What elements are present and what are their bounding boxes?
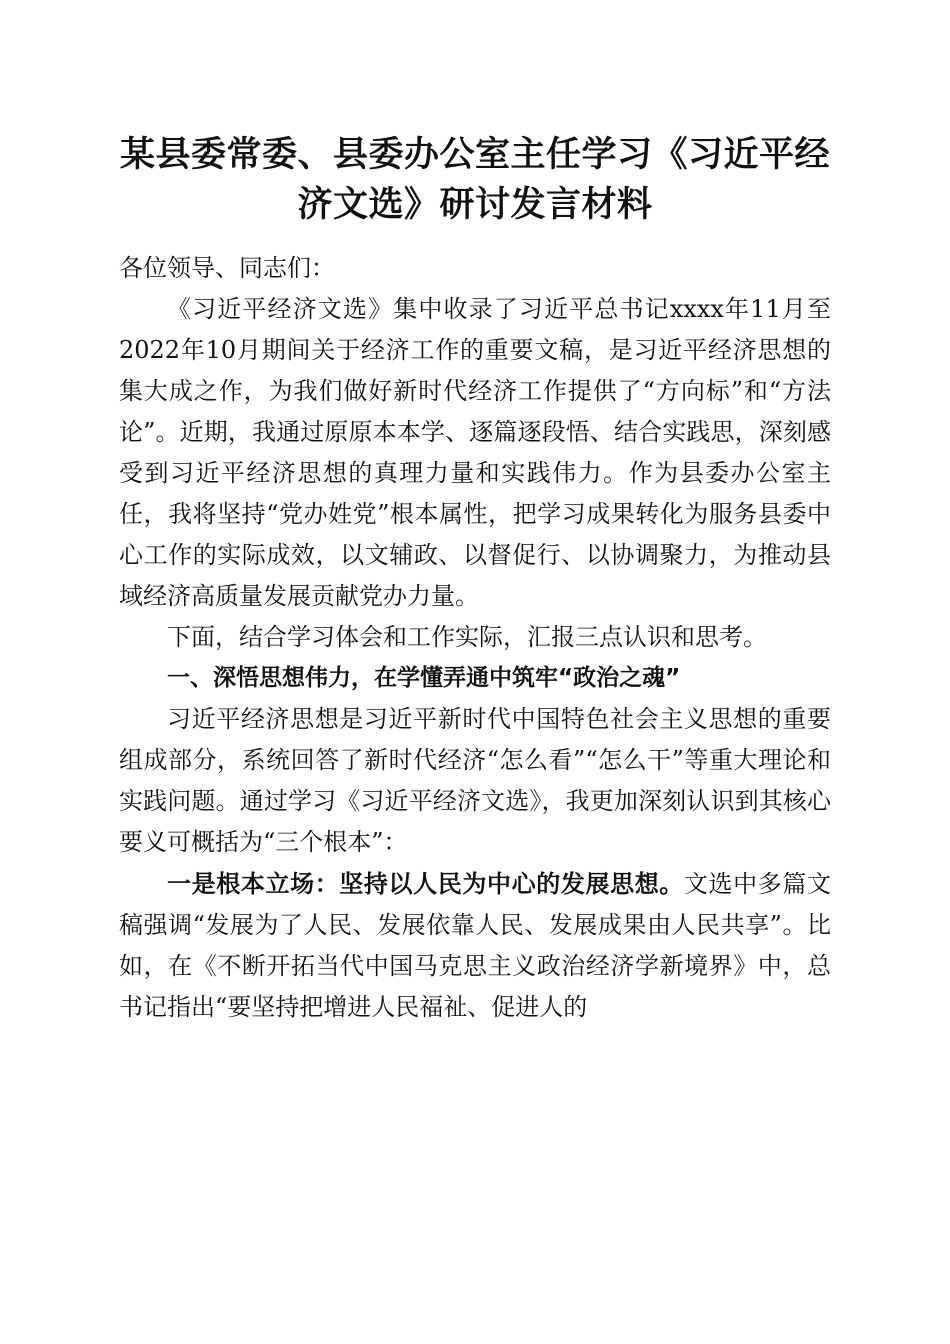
- title-line-2: 济文选》研讨发言材料: [297, 184, 653, 225]
- point-1-text: 文选中多篇文稿强调“发展为了人民、发展依靠人民、发展成果由人民共享”。比如，在《不断开拓当代中国马克思主义政治经济学新境界》中，总书记指出“要坚持把增进人民福祉、促进人的: [119, 870, 831, 1021]
- paragraph-intro: 《习近平经济文选》集中收录了习近平总书记xxxx年11月至2022年10月期间关于经济工作的重要文稿，是习近平经济思想的集大成之作，为我们做好新时代经济工作提供了“方向标”和“方法论”。近期，我通过原原本本学、逐篇逐段悟、结合实践思，深刻感受到习近平经济思想的真理力量和实践伟力。作为县委办公室主任，我将坚持“党办姓党”根本属性，把学习成果转化为服务县委中心工作的实际成效，以文辅政、以督促行、以协调聚力，为推动县域经济高质量发展贡献党办力量。: [119, 295, 831, 610]
- section-heading-1: 一、深悟思想伟力，在学懂弄通中筑牢“政治之魂”: [167, 665, 681, 691]
- document-title: [100, 130, 850, 230]
- greeting: 各位领导、同志们：: [119, 254, 335, 282]
- paragraph-section-1: 习近平经济思想是习近平新时代中国特色社会主义思想的重要组成部分，系统回答了新时代经济“怎么看”“怎么干”等重大理论和实践问题。通过学习《习近平经济文选》，我更加深刻认识到其核心要义可概括为“三个根本”：: [119, 705, 831, 856]
- document-body: [119, 248, 831, 1028]
- paragraph-point-1: [119, 863, 831, 1028]
- title-line-1: 某县委常委、县委办公室主任学习《习近平经: [119, 134, 830, 175]
- point-1-lead: 一是根本立场：坚持以人民为中心的发展思想。: [167, 869, 684, 898]
- paragraph-transition: 下面，结合学习体会和工作实际，汇报三点认识和思考。: [167, 623, 767, 651]
